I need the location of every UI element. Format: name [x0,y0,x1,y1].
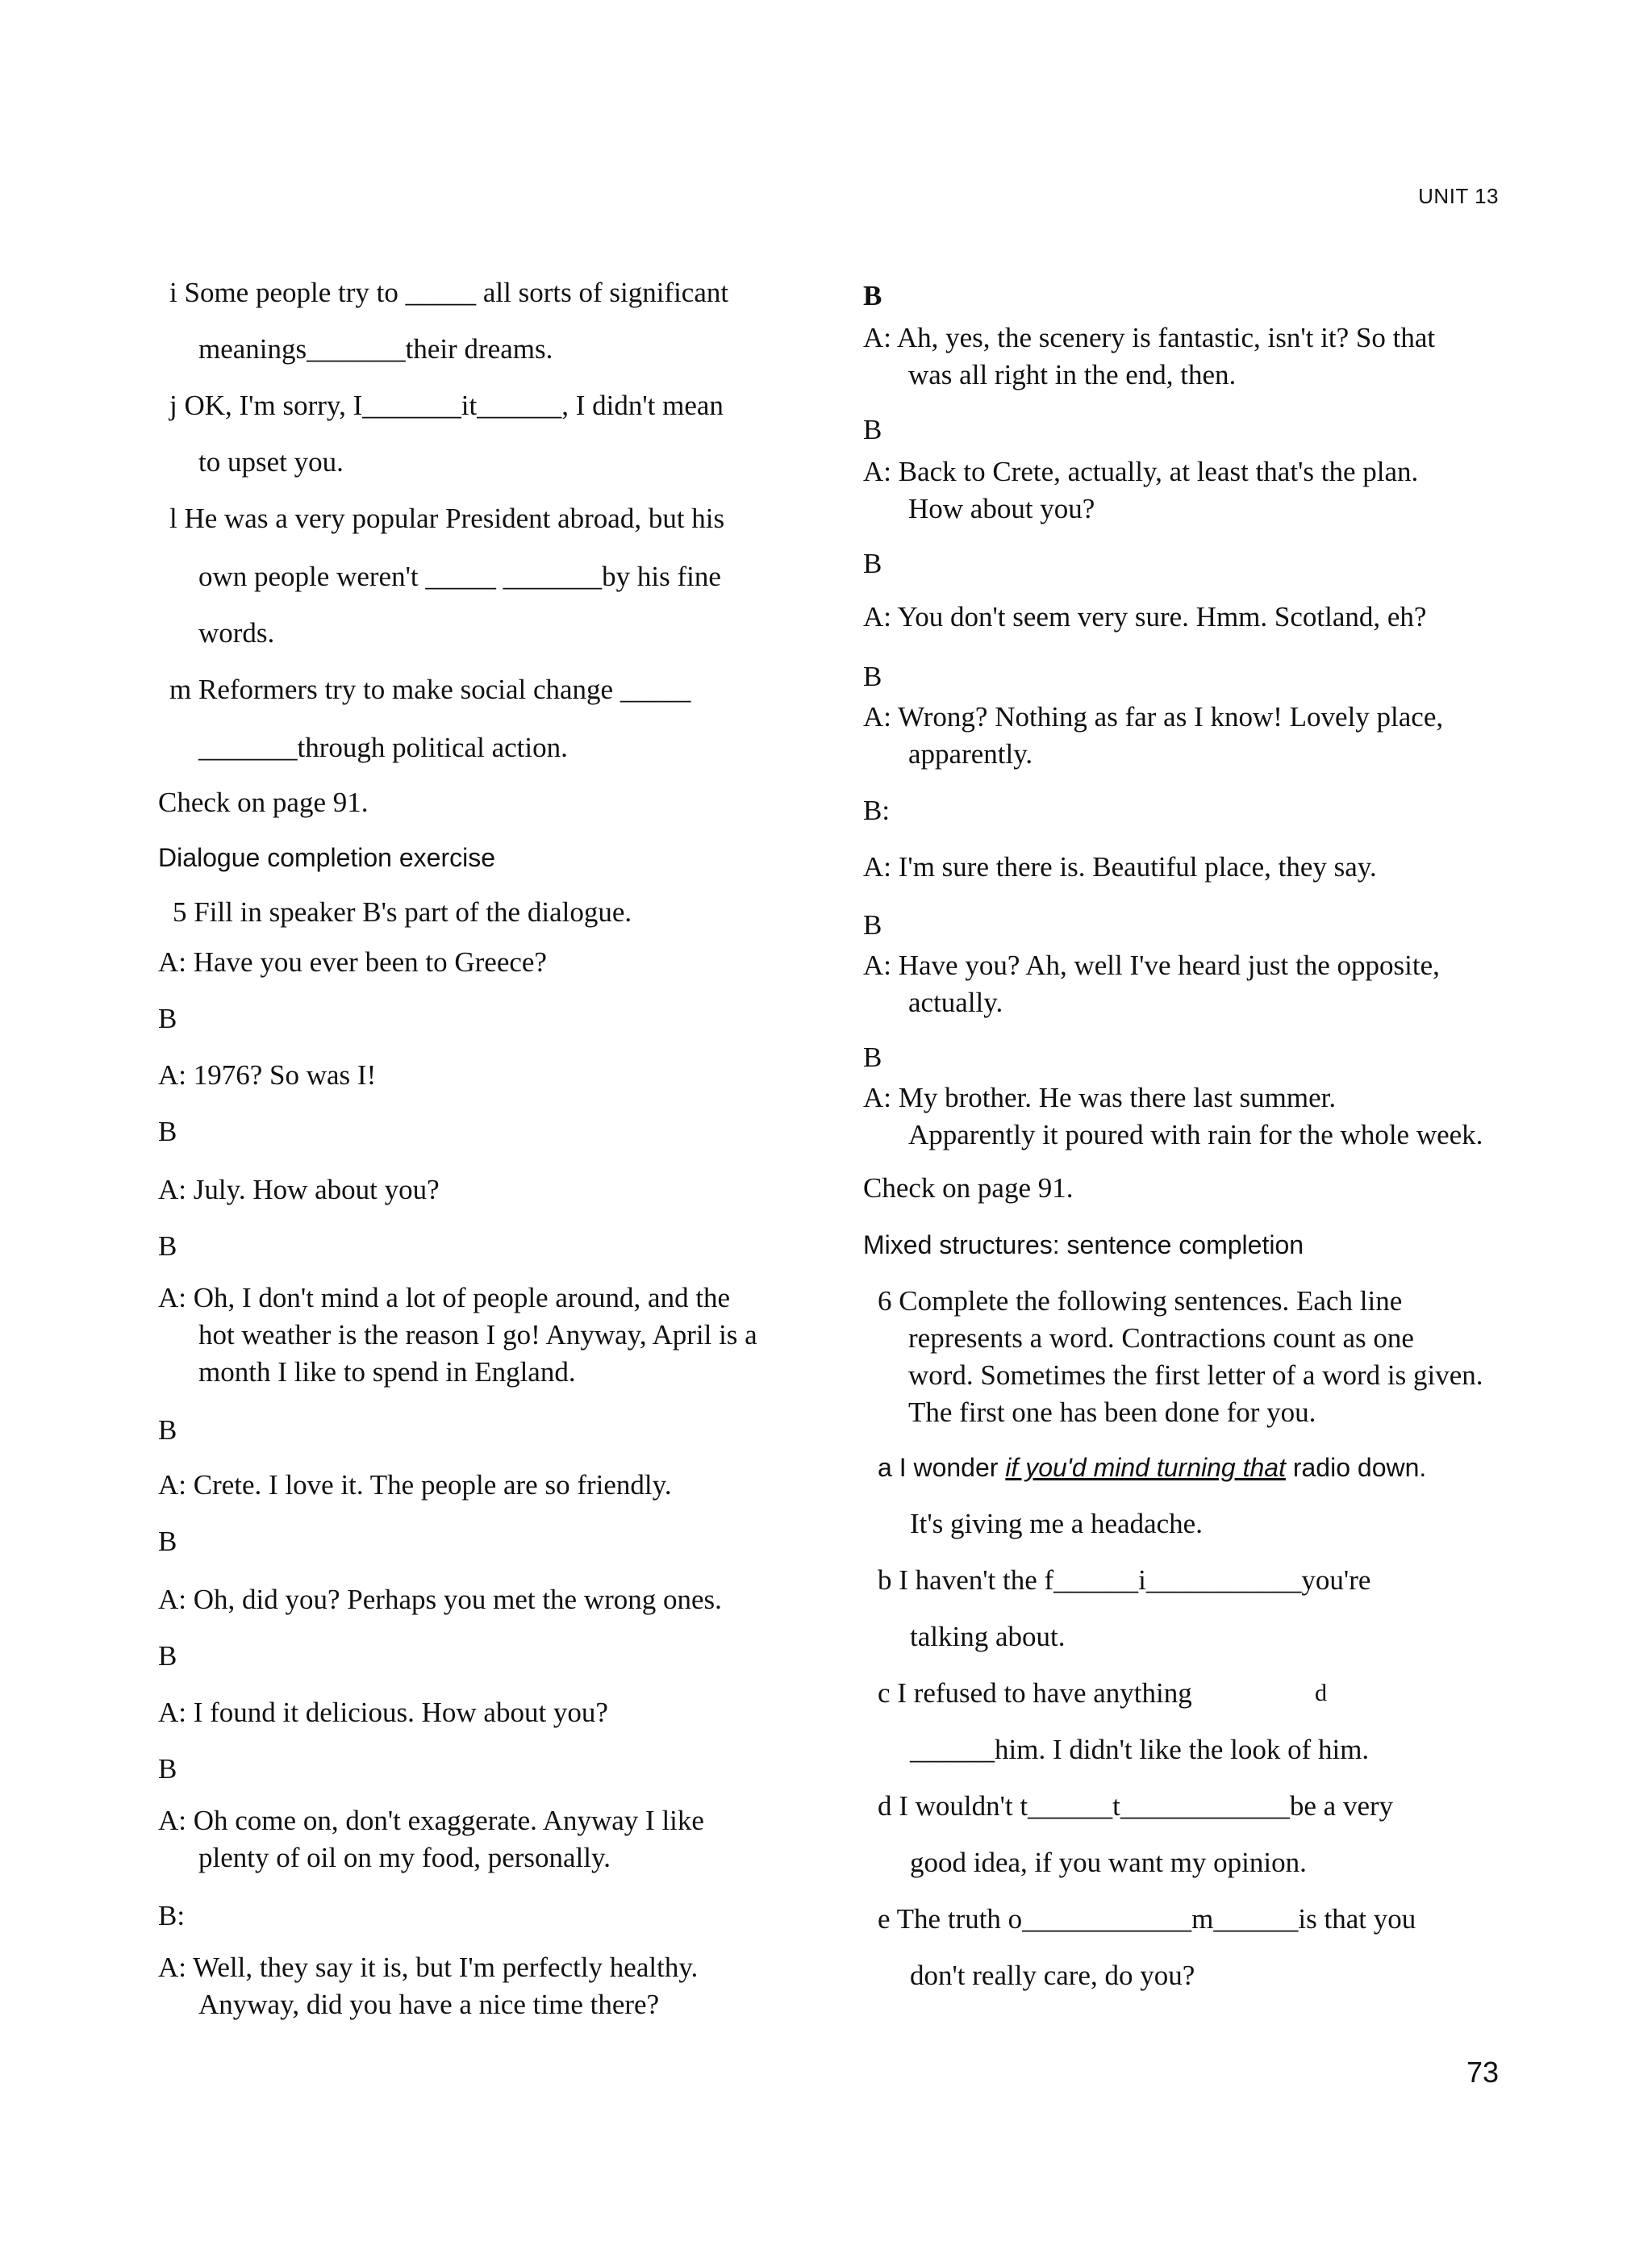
dialogue-b: B: [863,795,891,826]
example-sentence-cont: It's giving me a headache. [910,1508,1203,1539]
dialogue-b: B: [158,1900,186,1931]
exercise-instruction-cont: The first one has been done for you. [908,1397,1316,1428]
item-l-line3: words. [198,617,275,649]
item-l-line2: own people weren't _____ _______by his fine [198,561,721,592]
dialogue-b: B [863,909,882,941]
dialogue-b: B [158,1116,177,1147]
page-number: 73 [1466,2056,1499,2089]
dialogue-a: A: You don't seem very sure. Hmm. Scotland, eh? [863,601,1427,633]
item-b-line1: b I haven't the f______i___________you're [878,1564,1371,1596]
exercise-instruction-cont: word. Sometimes the first letter of a word is given. [908,1359,1483,1391]
dialogue-a: A: July. How about you? [158,1174,440,1205]
exercise-instruction-cont: represents a word. Contractions count as one [908,1322,1414,1354]
dialogue-a: A: 1976? So was I! [158,1059,377,1091]
dialogue-a: A: Have you? Ah, well I've heard just the opposite, [863,950,1440,981]
dialogue-a: A: Crete. I love it. The people are so friendly. [158,1469,672,1501]
dialogue-b: B [863,1042,882,1073]
item-d-line2: good idea, if you want my opinion. [910,1847,1307,1878]
dialogue-b: B [158,1230,177,1262]
dialogue-a-cont: hot weather is the reason I go! Anyway, April is a [198,1319,757,1351]
example-answer: if you'd mind turning that [1005,1453,1286,1482]
item-j-line2: to upset you. [198,446,344,478]
check-note: Check on page 91. [158,787,369,818]
section-heading: Dialogue completion exercise [158,843,495,872]
dialogue-a-cont: Apparently it poured with rain for the whole week. [908,1119,1483,1150]
dialogue-a-cont: plenty of oil on my food, personally. [198,1842,611,1873]
dialogue-b: B [158,1414,177,1446]
item-e-line1: e The truth o____________m______is that you [878,1903,1416,1935]
dialogue-a: A: Oh, I don't mind a lot of people around, and the [158,1282,731,1313]
exercise-instruction: 6 Complete the following sentences. Each line [878,1285,1403,1317]
exercise-instruction: 5 Fill in speaker B's part of the dialogue. [173,896,632,928]
section-heading: Mixed structures: sentence completion [863,1230,1304,1259]
dialogue-b: B [863,548,882,579]
dialogue-a: A: I found it delicious. How about you? [158,1697,608,1728]
dialogue-a-cont: Anyway, did you have a nice time there? [198,1989,660,2020]
item-l-line1: l He was a very popular President abroad, but his [169,503,725,534]
dialogue-a: A: Back to Crete, actually, at least that's the plan. [863,456,1419,487]
dialogue-a: A: I'm sure there is. Beautiful place, they say. [863,851,1377,883]
item-d-line1: d I wouldn't t______t____________be a very [878,1790,1394,1822]
dialogue-a: A: Ah, yes, the scenery is fantastic, isn't it? So that [863,322,1436,353]
dialogue-a-cont: actually. [908,987,1003,1018]
dialogue-b: B [158,1003,177,1034]
item-m-line1: m Reformers try to make social change _____ [169,674,691,705]
item-m-line2: _______through political action. [198,732,568,763]
example-suffix: radio down. [1285,1453,1427,1482]
item-c-letter: d [1315,1680,1327,1706]
dialogue-a: A: Oh come on, don't exaggerate. Anyway I like [158,1805,704,1836]
dialogue-a: A: Oh, did you? Perhaps you met the wrong ones. [158,1584,722,1615]
dialogue-a-cont: month I like to spend in England. [198,1356,576,1388]
check-note: Check on page 91. [863,1172,1074,1204]
dialogue-a-cont: How about you? [908,493,1095,524]
item-c-line2: ______him. I didn't like the look of him. [910,1734,1370,1765]
example-sentence [878,1449,1426,1486]
item-c-line1: c I refused to have anything [878,1677,1192,1709]
dialogue-b-heading: B [863,280,882,311]
dialogue-a: A: Have you ever been to Greece? [158,946,547,978]
item-i-line2: meanings_______their dreams. [198,333,553,365]
dialogue-b: B [158,1526,177,1557]
dialogue-a-cont: apparently. [908,738,1033,770]
dialogue-a: A: My brother. He was there last summer. [863,1082,1337,1113]
dialogue-b: B [158,1753,177,1785]
dialogue-a: A: Wrong? Nothing as far as I know! Lovely place, [863,701,1444,733]
dialogue-a: A: Well, they say it is, but I'm perfectly healthy. [158,1952,699,1983]
unit-label: UNIT 13 [1418,184,1499,208]
example-prefix: a I wonder [878,1453,1006,1482]
item-b-line2: talking about. [910,1621,1066,1652]
dialogue-b: B [158,1640,177,1672]
item-j-line1: j OK, I'm sorry, I_______it______, I didn't mean [169,390,724,421]
dialogue-b: B [863,414,882,445]
dialogue-a-cont: was all right in the end, then. [908,359,1237,390]
item-e-line2: don't really care, do you? [910,1960,1195,1991]
dialogue-b: B [863,661,882,692]
item-i-line1: i Some people try to _____ all sorts of significant [169,277,729,308]
